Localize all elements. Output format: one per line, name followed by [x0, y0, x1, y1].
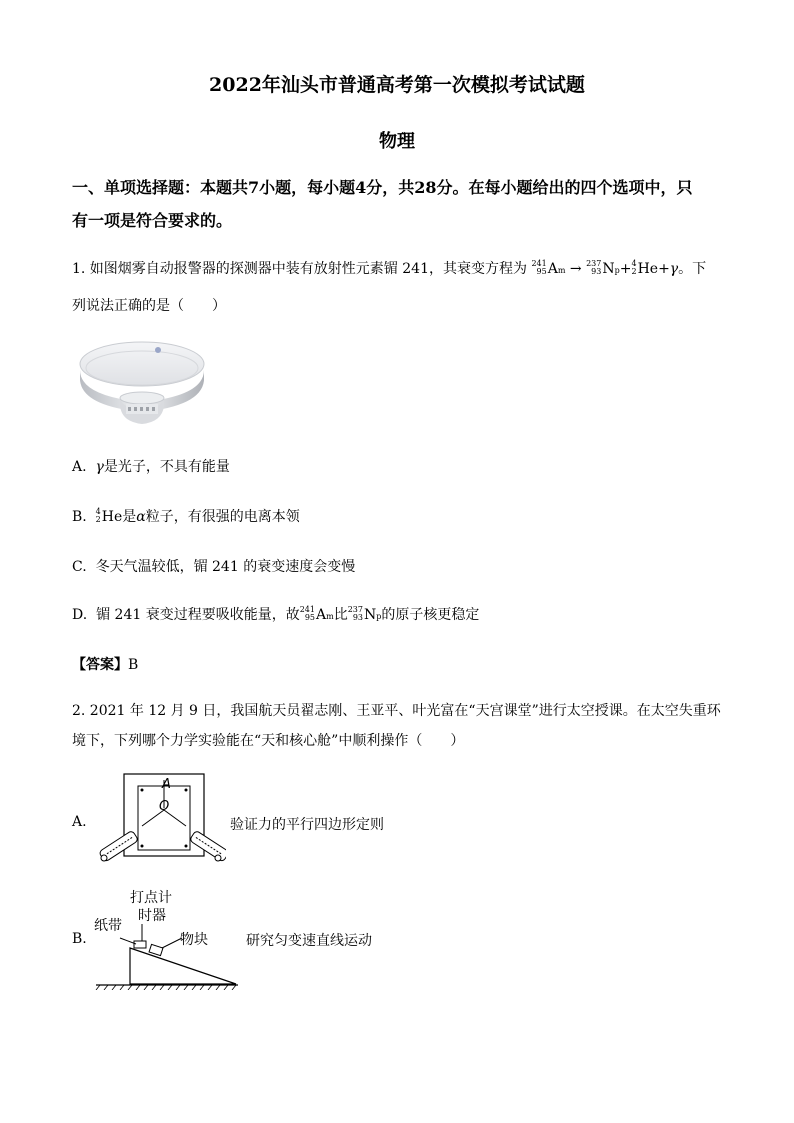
label-timer-1: 打点计 — [130, 890, 172, 906]
section-heading: 一、单项选择题：本题共7小题，每小题4分，共28分。在每小题给出的四个选项中，只 有一项是符合要求的。 — [72, 178, 693, 230]
q1-eq-he: 4 2 He — [631, 259, 659, 277]
label-timer-2: 时器 — [138, 908, 166, 924]
smoke-detector-image — [76, 336, 208, 428]
label-tape: 纸带 — [94, 918, 122, 934]
q1-option-b: B. 4 2 He是α粒子，有很强的电离本领 — [72, 507, 300, 525]
q1-stem-line1: 1. 如图烟雾自动报警器的探测器中装有放射性元素镅 241，其衰变方程为 241 95 Am → 237 93 Np+ 4 2 He+γ。下 — [72, 259, 707, 277]
q1-eq-arrow: → — [569, 261, 582, 277]
label-o: O — [159, 799, 170, 814]
q2-stem: 2. 2021 年 12 月 9 日，我国航天员翟志刚、王亚平、叶光富在“天宫课堂”进行太空授课。在太空失重环 境下，下列哪个力学实验能在“天和核心舱”中顺利操作（ ） — [72, 703, 721, 749]
q1-eq-np: 237 93 Np — [586, 259, 620, 277]
q2-option-b-label: B. — [72, 931, 87, 947]
subject-title: 物理 — [379, 131, 415, 152]
answer-value: B — [128, 657, 139, 673]
force-board-diagram — [94, 772, 226, 868]
q2-option-a-label: A. — [72, 814, 87, 830]
q1-answer — [72, 654, 138, 674]
page-title: 2022年汕头市普通高考第一次模拟考试试题 — [209, 74, 585, 96]
q1-option-a: A. γ是光子，不具有能量 — [72, 459, 230, 475]
q1-option-d: D. 镅 241 衰变过程要吸收能量，故 241 95 Am比 237 93 Np的原子核更稳定 — [72, 605, 480, 623]
label-a: A — [162, 777, 171, 792]
q1-eq-am: 241 95 Am — [531, 259, 566, 277]
label-block: 物块 — [180, 932, 208, 948]
incline-timer-diagram — [92, 886, 242, 990]
answer-label: 【答案】 — [72, 657, 128, 673]
q2-option-a-text: 验证力的平行四边形定则 — [230, 817, 384, 833]
q1-stem-line2: 列说法正确的是（ ） — [72, 298, 226, 314]
q1-option-c: C. 冬天气温较低，镅 241 的衰变速度会变慢 — [72, 559, 356, 575]
q2-option-b-text: 研究匀变速直线运动 — [246, 933, 372, 949]
